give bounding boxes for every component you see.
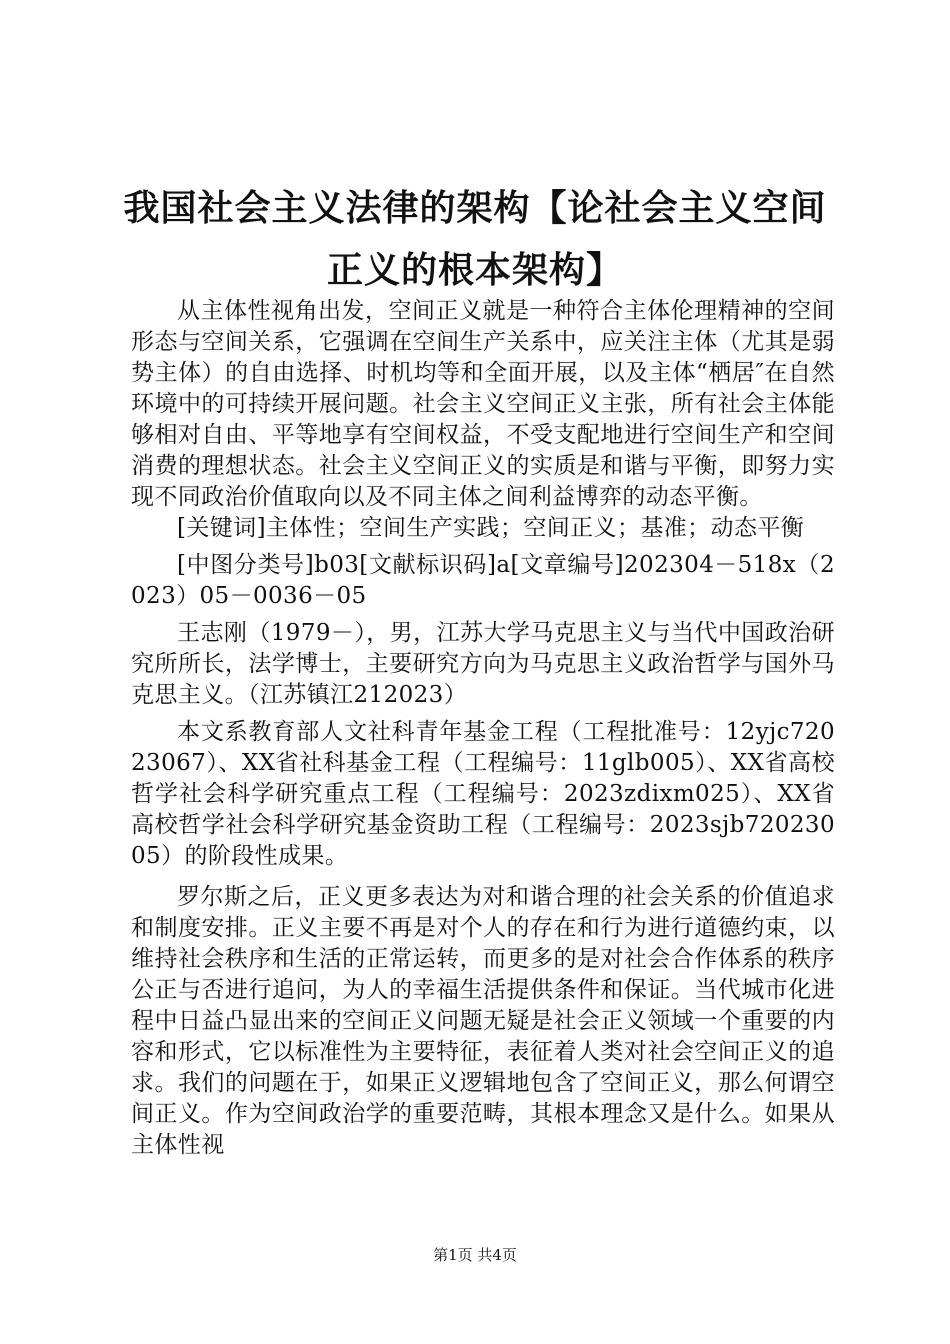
document-title: 我国社会主义法律的架构【论社会主义空间正义的根本架构】 [123,188,827,291]
page-footer: 第1页 共4页 [433,1246,517,1264]
abstract-paragraph: 从主体性视角出发，空间正义就是一种符合主体伦理精神的空间形态与空间关系，它强调在空间生产关系中，应关注主体（尤其是弱势主体）的自由选择、时机均等和全面开展，以及主体“栖居″在自然环境中的可持续开展问题。社会主义空间正义主张，所有社会主体能够相对自由、平等地享有空间权益，不受支配地进行空间生产和空间消费的理想状态。社会主义空间正义的实质是和谐与平衡，即努力实现不同政治价值取向以及不同主体之间利益博弈的动态平衡。 [131,298,835,510]
author-paragraph: 王志刚（1979－），男，江苏大学马克思主义与当代中国政治研究所所长，法学博士，主要研究方向为马克思主义政治哲学与国外马克思主义。（江苏镇江212023） [131,620,835,708]
document-body [131,296,835,1161]
keywords-paragraph: [关键词]主体性；空间生产实践；空间正义；基准；动态平衡 [177,515,805,541]
classification-paragraph: [中图分类号]b03[文献标识码]a[文章编号]202304－518x（2023）05－0036－05 [131,552,835,609]
funding-paragraph: 本文系教育部人文社科青年基金工程（工程批准号：12yjc72023067）、XX省社科基金工程（工程编号：11glb005）、XX省高校哲学社会科学研究重点工程（工程编号：2023zdixm025）、XX省高校哲学社会科学研究基金资助工程（工程编号：2023sjb72023005）的阶段性成果。 [131,719,835,869]
body-paragraph: 罗尔斯之后，正义更多表达为对和谐合理的社会关系的价值追求和制度安排。正义主要不再是对个人的存在和行为进行道德约束，以维持社会秩序和生活的正常运转，而更多的是对社会合作体系的秩序公正与否进行追问，为人的幸福生活提供条件和保证。当代城市化进程中日益凸显出来的空间正义问题无疑是社会正义领域一个重要的内容和形式，它以标准性为主要特征，表征着人类对社会空间正义的追求。我们的问题在于，如果正义逻辑地包含了空间正义，那么何谓空间正义。作为空间政治学的重要范畴，其根本理念又是什么。如果从主体性视 [131,884,835,1158]
